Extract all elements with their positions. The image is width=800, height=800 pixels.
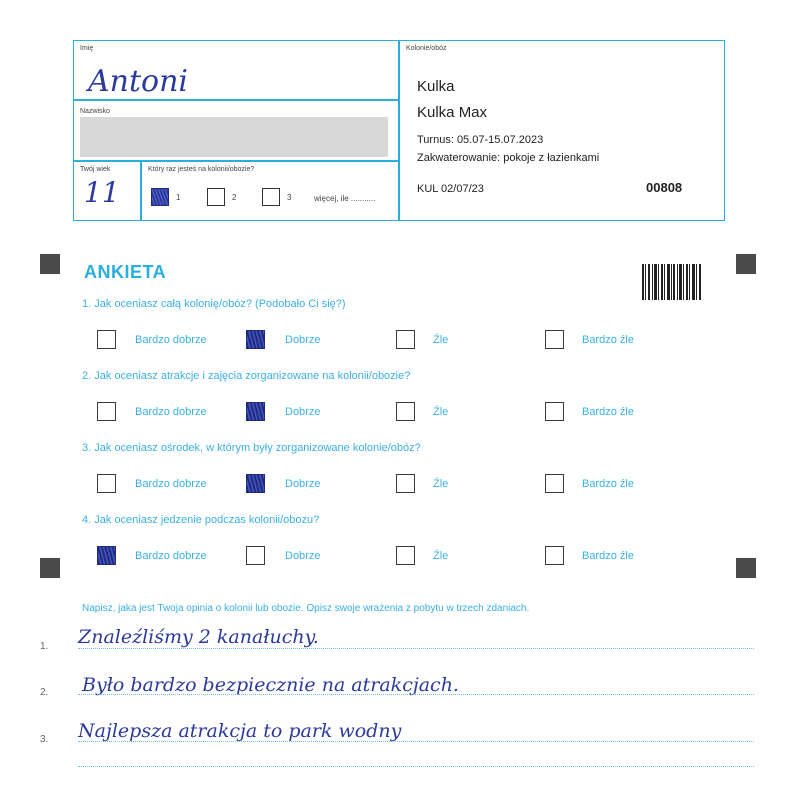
- q3-option-4-checkbox[interactable]: [545, 474, 564, 493]
- q4-option-4-label: Bardzo źle: [582, 550, 634, 562]
- opinion-prompt: Napisz, jaka jest Twoja opinia o kolonii lub obozie. Opisz swoje wrażenia z pobytu w trzech zdaniach.: [82, 603, 530, 614]
- question-1: 1. Jak oceniasz całą kolonię/obóz? (Podobało Ci się?): [82, 298, 346, 310]
- question-3: 3. Jak oceniasz ośrodek, w którym były zorganizowane kolonie/obóz?: [82, 442, 421, 454]
- q4-option-1-checkbox[interactable]: [97, 546, 116, 565]
- visit-3-checkbox[interactable]: [262, 188, 280, 206]
- q2-option-2-label: Dobrze: [285, 406, 321, 418]
- opinion-line-4[interactable]: [78, 766, 754, 767]
- last-name-label: Nazwisko: [80, 108, 110, 115]
- q3-option-2-checkbox[interactable]: [246, 474, 265, 493]
- q1-option-3-checkbox[interactable]: [396, 330, 415, 349]
- visit-count-label: Który raz jesteś na kolonii/obozie?: [148, 166, 255, 173]
- opinion-line-2[interactable]: [78, 694, 754, 695]
- q1-option-2-label: Dobrze: [285, 334, 321, 346]
- header-divider-vertical: [398, 40, 400, 221]
- question-2: 2. Jak oceniasz atrakcje i zajęcia zorganizowane na kolonii/obozie?: [82, 370, 411, 382]
- q2-option-2-checkbox[interactable]: [246, 402, 265, 421]
- opinion-line-1-text[interactable]: Znaleźliśmy 2 kanałuchy.: [78, 626, 319, 648]
- visit-1-checkbox[interactable]: [151, 188, 169, 206]
- age-label: Twój wiek: [80, 166, 111, 173]
- header-divider-name: [73, 99, 399, 101]
- q1-option-4-label: Bardzo źle: [582, 334, 634, 346]
- registration-marker-top-left: [40, 254, 60, 274]
- q1-option-1-label: Bardzo dobrze: [135, 334, 207, 346]
- first-name-label: Imię: [80, 45, 94, 52]
- opinion-line-2-number: 2.: [40, 687, 49, 698]
- q3-option-2-label: Dobrze: [285, 478, 321, 490]
- opinion-line-1[interactable]: [78, 648, 754, 649]
- visit-2-label: 2: [232, 193, 237, 202]
- opinion-line-3-number: 3.: [40, 734, 49, 745]
- question-4: 4. Jak oceniasz jedzenie podczas kolonii/obozu?: [82, 514, 320, 526]
- visit-2-checkbox[interactable]: [207, 188, 225, 206]
- age-value: 11: [84, 176, 120, 209]
- age-divider: [140, 160, 142, 221]
- opinion-line-1-number: 1.: [40, 641, 49, 652]
- opinion-line-3-text[interactable]: Najlepsza atrakcja to park wodny: [78, 720, 402, 742]
- q1-option-2-checkbox[interactable]: [246, 330, 265, 349]
- visit-3-label: 3: [287, 193, 292, 202]
- q2-option-3-label: Źle: [433, 406, 449, 418]
- visit-1-label: 1: [176, 193, 181, 202]
- visit-more-label: więcej, ile ...........: [314, 194, 376, 203]
- q4-option-3-label: Źle: [433, 550, 449, 562]
- q3-option-3-checkbox[interactable]: [396, 474, 415, 493]
- accommodation-text: Zakwaterowanie: pokoje z łazienkami: [417, 152, 600, 164]
- last-name-redaction: [80, 117, 388, 157]
- q4-option-3-checkbox[interactable]: [396, 546, 415, 565]
- q2-option-4-label: Bardzo źle: [582, 406, 634, 418]
- q2-option-3-checkbox[interactable]: [396, 402, 415, 421]
- turnus-text: Turnus: 05.07-15.07.2023: [417, 134, 544, 146]
- form-number: 00808: [646, 180, 683, 195]
- first-name-value: Antoni: [88, 64, 189, 99]
- barcode-icon: [642, 264, 702, 300]
- q2-option-4-checkbox[interactable]: [545, 402, 564, 421]
- camp-code: KUL 02/07/23: [417, 183, 484, 195]
- header-divider-age: [73, 160, 399, 162]
- opinion-line-2-text[interactable]: Było bardzo bezpiecznie na atrakcjach.: [82, 674, 459, 696]
- q4-option-1-label: Bardzo dobrze: [135, 550, 207, 562]
- q3-option-3-label: Źle: [433, 478, 449, 490]
- registration-marker-top-right: [736, 254, 756, 274]
- q3-option-1-checkbox[interactable]: [97, 474, 116, 493]
- q1-option-4-checkbox[interactable]: [545, 330, 564, 349]
- camp-label: Kolonie/obóz: [406, 45, 447, 52]
- opinion-line-3[interactable]: [78, 741, 754, 742]
- q2-option-1-label: Bardzo dobrze: [135, 406, 207, 418]
- q1-option-1-checkbox[interactable]: [97, 330, 116, 349]
- q4-option-2-checkbox[interactable]: [246, 546, 265, 565]
- registration-marker-bottom-right: [736, 558, 756, 578]
- q4-option-2-label: Dobrze: [285, 550, 321, 562]
- q3-option-4-label: Bardzo źle: [582, 478, 634, 490]
- q3-option-1-label: Bardzo dobrze: [135, 478, 207, 490]
- survey-title: ANKIETA: [84, 262, 167, 282]
- camp-subname: Kulka Max: [417, 104, 488, 121]
- q2-option-1-checkbox[interactable]: [97, 402, 116, 421]
- camp-name: Kulka: [417, 78, 455, 95]
- registration-marker-bottom-left: [40, 558, 60, 578]
- q1-option-3-label: Źle: [433, 334, 449, 346]
- q4-option-4-checkbox[interactable]: [545, 546, 564, 565]
